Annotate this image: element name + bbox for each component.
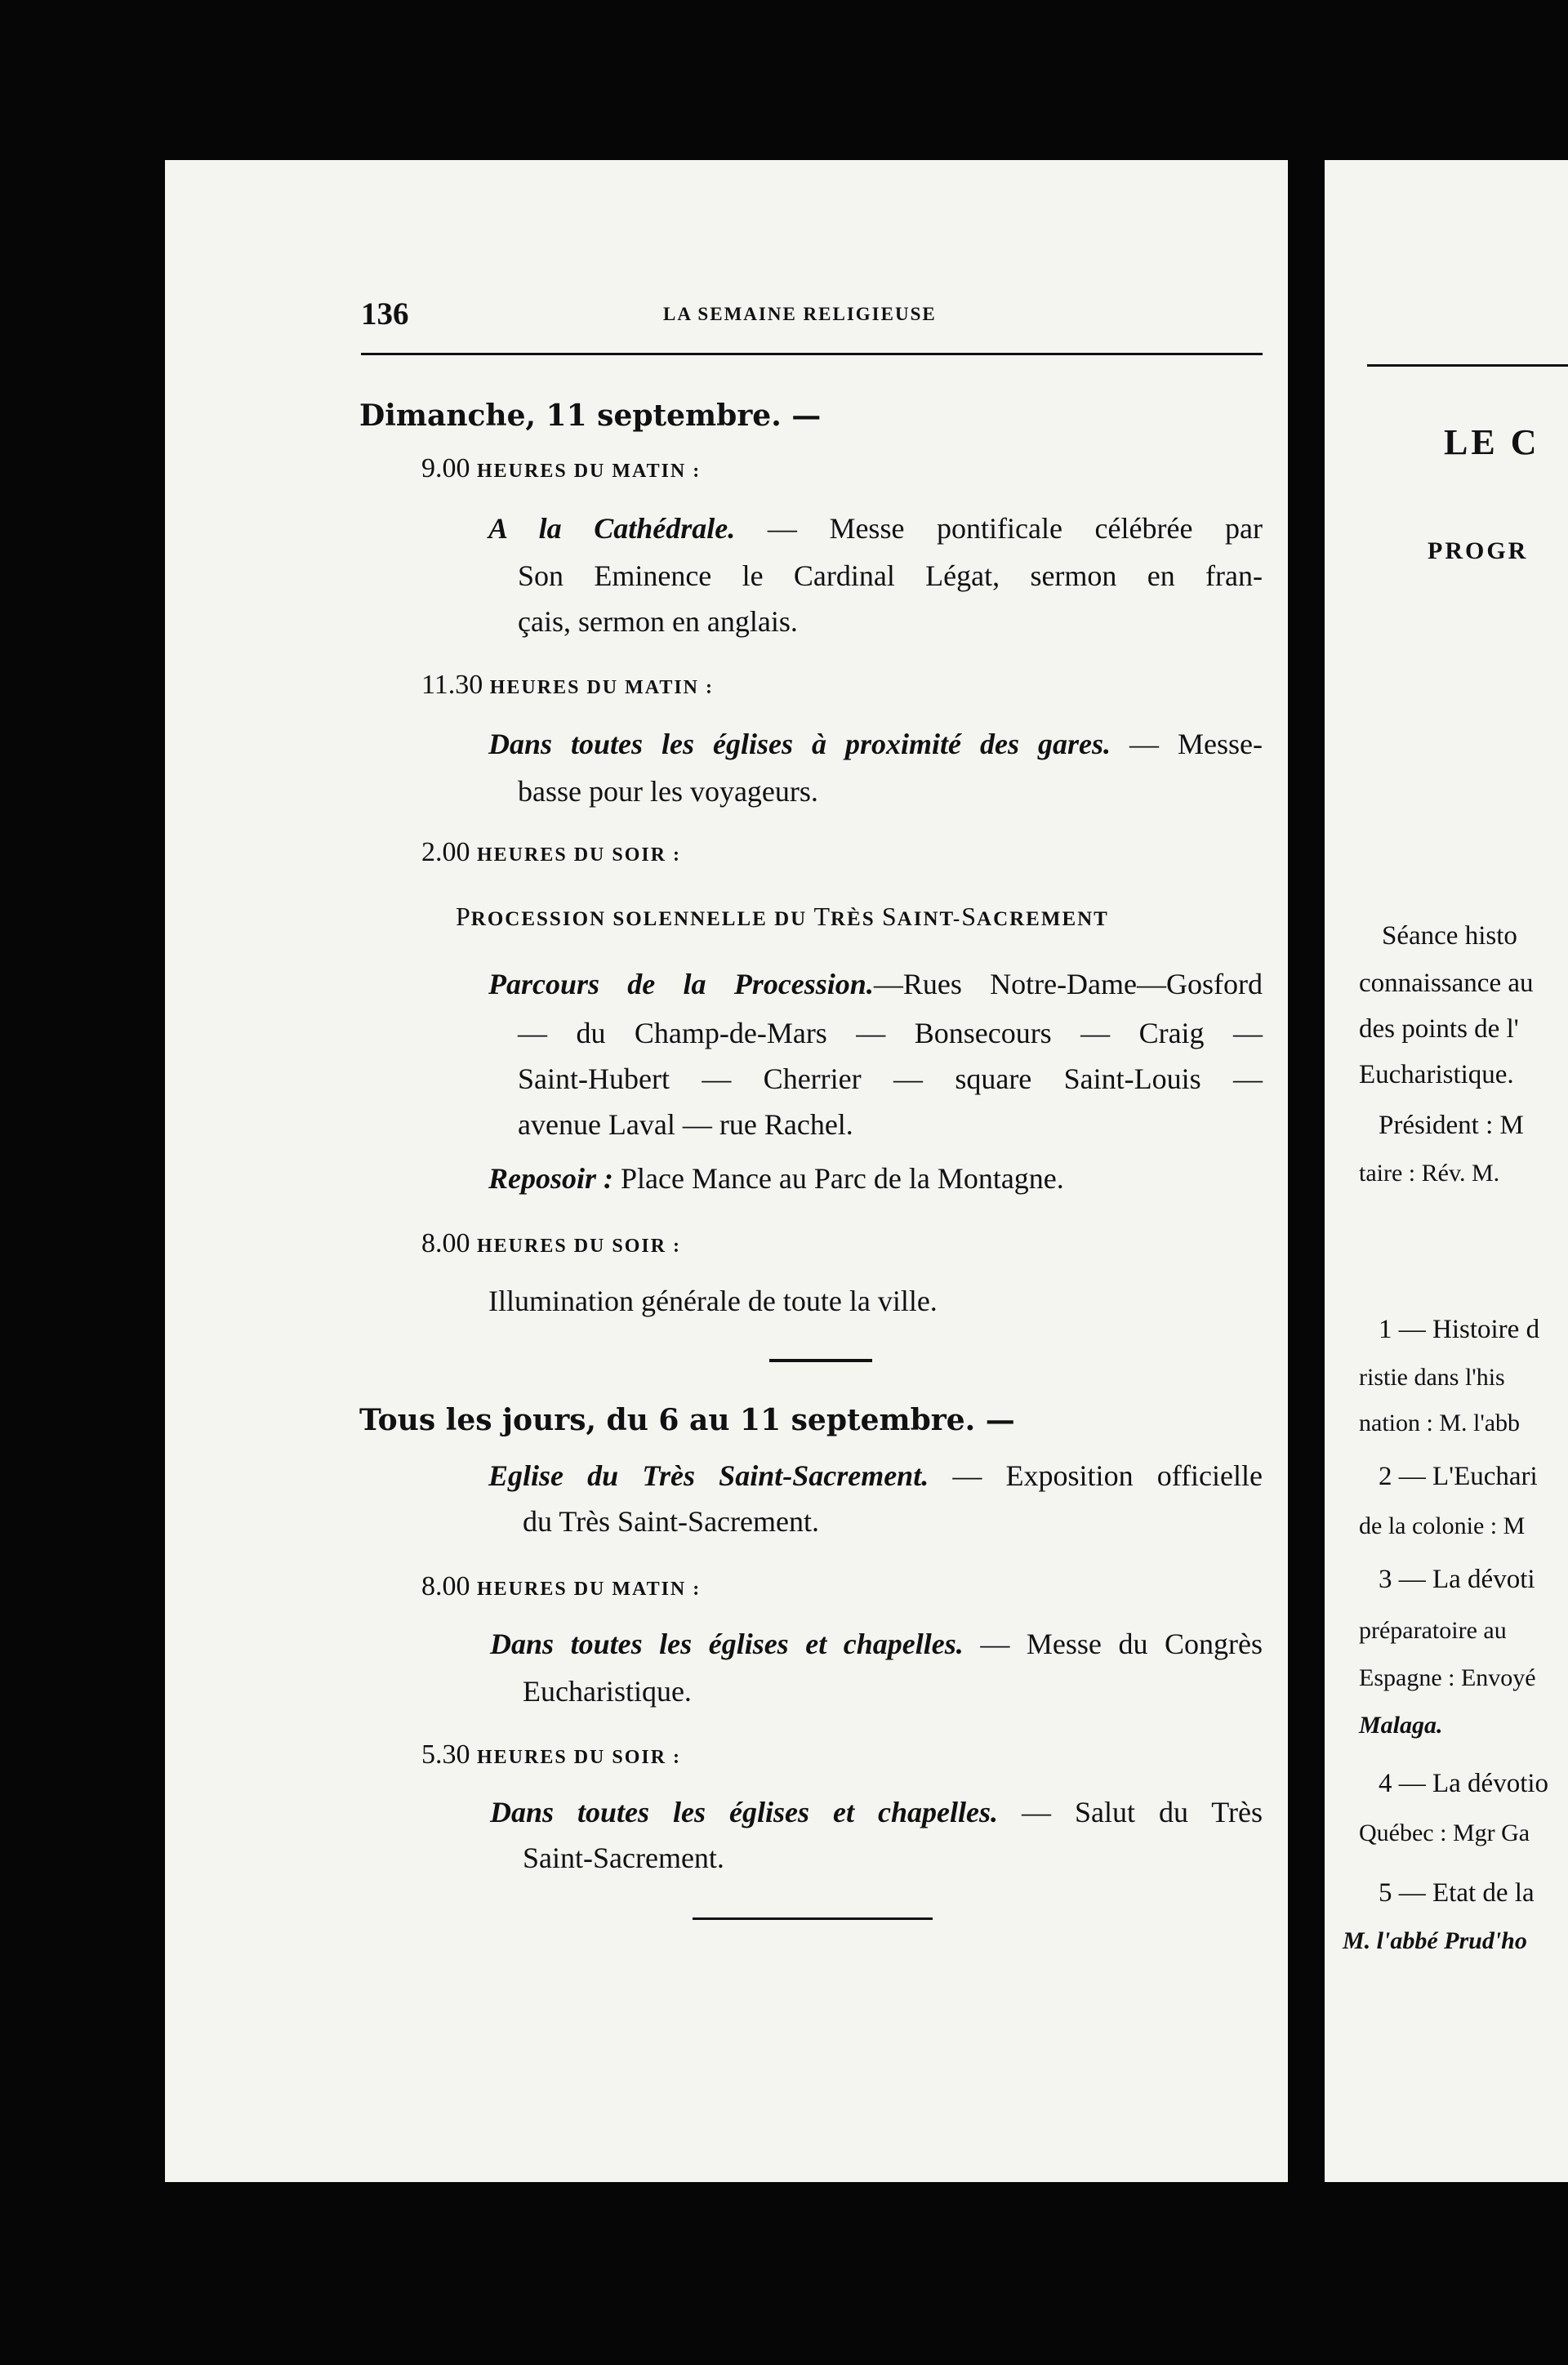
entry-line: du Très Saint-Sacrement. <box>523 1505 819 1538</box>
entry-line: çais, sermon en anglais. <box>518 605 798 638</box>
right-line: 2 — L'Euchari <box>1379 1462 1538 1491</box>
time-heading <box>421 670 714 701</box>
right-line: des points de l' <box>1359 1014 1519 1044</box>
procession-initial: P <box>456 902 471 931</box>
entry-line <box>490 1627 1263 1661</box>
right-line: M. l'abbé Prud'ho <box>1343 1927 1527 1954</box>
header-rule <box>361 353 1263 355</box>
right-line: Eucharistique. <box>1359 1060 1514 1089</box>
right-line: de la colonie : M <box>1359 1512 1526 1539</box>
procession-text: AINT- <box>897 908 962 930</box>
right-line: Séance histo <box>1382 921 1517 951</box>
right-line: 1 — Histoire d <box>1379 1315 1540 1344</box>
entry-line: Saint-Sacrement. <box>523 1842 724 1874</box>
reposoir-label: Reposoir : <box>488 1162 613 1195</box>
right-line: 3 — La dévoti <box>1379 1565 1535 1594</box>
time-heading <box>421 1571 701 1602</box>
entry-line <box>488 727 1263 761</box>
procession-initial: S <box>961 902 978 931</box>
time-label: HEURES DU SOIR : <box>477 844 682 866</box>
right-line: préparatoire au <box>1359 1617 1507 1644</box>
entry-text: — Messe pontificale célébrée par <box>767 512 1263 545</box>
right-page <box>1325 160 1568 2182</box>
page-number: 136 <box>361 296 409 332</box>
procession-text: RÈS <box>830 908 882 930</box>
entry-line: avenue Laval — rue Rachel. <box>518 1108 853 1141</box>
right-line: Espagne : Envoyé <box>1359 1664 1536 1691</box>
time-value: 8.00 <box>421 1571 470 1601</box>
right-line: 4 — La dévotio <box>1379 1769 1549 1798</box>
entry-text: — Salut du Très <box>1021 1796 1263 1828</box>
time-label: HEURES DU MATIN : <box>477 1579 702 1600</box>
time-heading <box>421 453 701 484</box>
entry-line <box>490 1795 1263 1829</box>
right-line: taire : Rév. M. <box>1359 1160 1500 1187</box>
time-value: 11.30 <box>421 670 483 700</box>
entry-text: — Messe- <box>1129 728 1263 760</box>
time-label: HEURES DU SOIR : <box>477 1747 682 1768</box>
right-line: ristie dans l'his <box>1359 1364 1505 1391</box>
entry-text: —Rues Notre-Dame—Gosford <box>873 968 1263 1000</box>
right-line: 5 — Etat de la <box>1379 1878 1535 1908</box>
time-heading <box>421 1228 681 1259</box>
right-title: LE C <box>1444 422 1540 462</box>
entry-text: — Messe du Congrès <box>980 1628 1263 1660</box>
illumination-line: Illumination générale de toute la ville. <box>488 1285 938 1317</box>
procession-initial: T <box>813 902 831 931</box>
right-line: nation : M. l'abb <box>1359 1410 1521 1436</box>
section-divider <box>769 1359 872 1362</box>
entry-place: Dans toutes les églises et chapelles. <box>490 1796 998 1828</box>
time-value: 5.30 <box>421 1739 470 1770</box>
time-heading <box>421 1739 681 1770</box>
reposoir-text: Place Mance au Parc de la Montagne. <box>621 1162 1064 1195</box>
right-line: Québec : Mgr Ga <box>1359 1819 1530 1846</box>
right-subtitle: PROGR <box>1428 537 1529 564</box>
entry-place: Dans toutes les églises à proximité des gares. <box>488 728 1111 760</box>
time-value: 9.00 <box>421 453 470 483</box>
right-line: Président : M <box>1379 1111 1524 1140</box>
entry-line: Eucharistique. <box>523 1675 692 1708</box>
running-head: LA SEMAINE RELIGIEUSE <box>663 304 937 324</box>
entry-place: Eglise du Très Saint-Sacrement. <box>488 1459 929 1492</box>
section-heading-daily: Tous les jours, du 6 au 11 septembre. — <box>359 1403 1015 1437</box>
entry-text: — Exposition officielle <box>952 1459 1263 1492</box>
procession-title <box>456 902 1109 932</box>
time-label: HEURES DU MATIN : <box>477 461 702 482</box>
entry-place: Dans toutes les églises et chapelles. <box>490 1628 964 1660</box>
entry-line: — du Champ-de-Mars — Bonsecours — Craig — <box>518 1017 1263 1049</box>
section-heading-sunday: Dimanche, 11 septembre. — <box>359 399 822 433</box>
entry-line <box>488 511 1263 546</box>
entry-line: Son Eminence le Cardinal Légat, sermon en fran- <box>518 559 1263 592</box>
procession-initial: S <box>881 902 898 931</box>
entry-line: Saint-Hubert — Cherrier — square Saint-Louis — <box>518 1062 1263 1095</box>
entry-place: A la Cathédrale. <box>488 512 736 545</box>
right-line: Malaga. <box>1359 1712 1443 1739</box>
right-line: connaissance au <box>1359 969 1534 998</box>
header-rule <box>1367 364 1568 367</box>
time-heading <box>421 837 681 868</box>
time-value: 8.00 <box>421 1228 470 1258</box>
entry-line <box>488 1459 1263 1493</box>
entry-line <box>488 967 1263 1001</box>
entry-line: basse pour les voyageurs. <box>518 775 818 808</box>
reposoir-line <box>488 1161 1064 1196</box>
procession-text: ROCESSION SOLENNELLE DU <box>470 908 814 930</box>
end-rule <box>693 1917 933 1920</box>
time-label: HEURES DU SOIR : <box>477 1236 682 1257</box>
time-label: HEURES DU MATIN : <box>489 677 714 698</box>
parcours-label: Parcours de la Procession. <box>488 968 874 1000</box>
procession-text: ACREMENT <box>977 908 1109 930</box>
time-value: 2.00 <box>421 837 470 867</box>
